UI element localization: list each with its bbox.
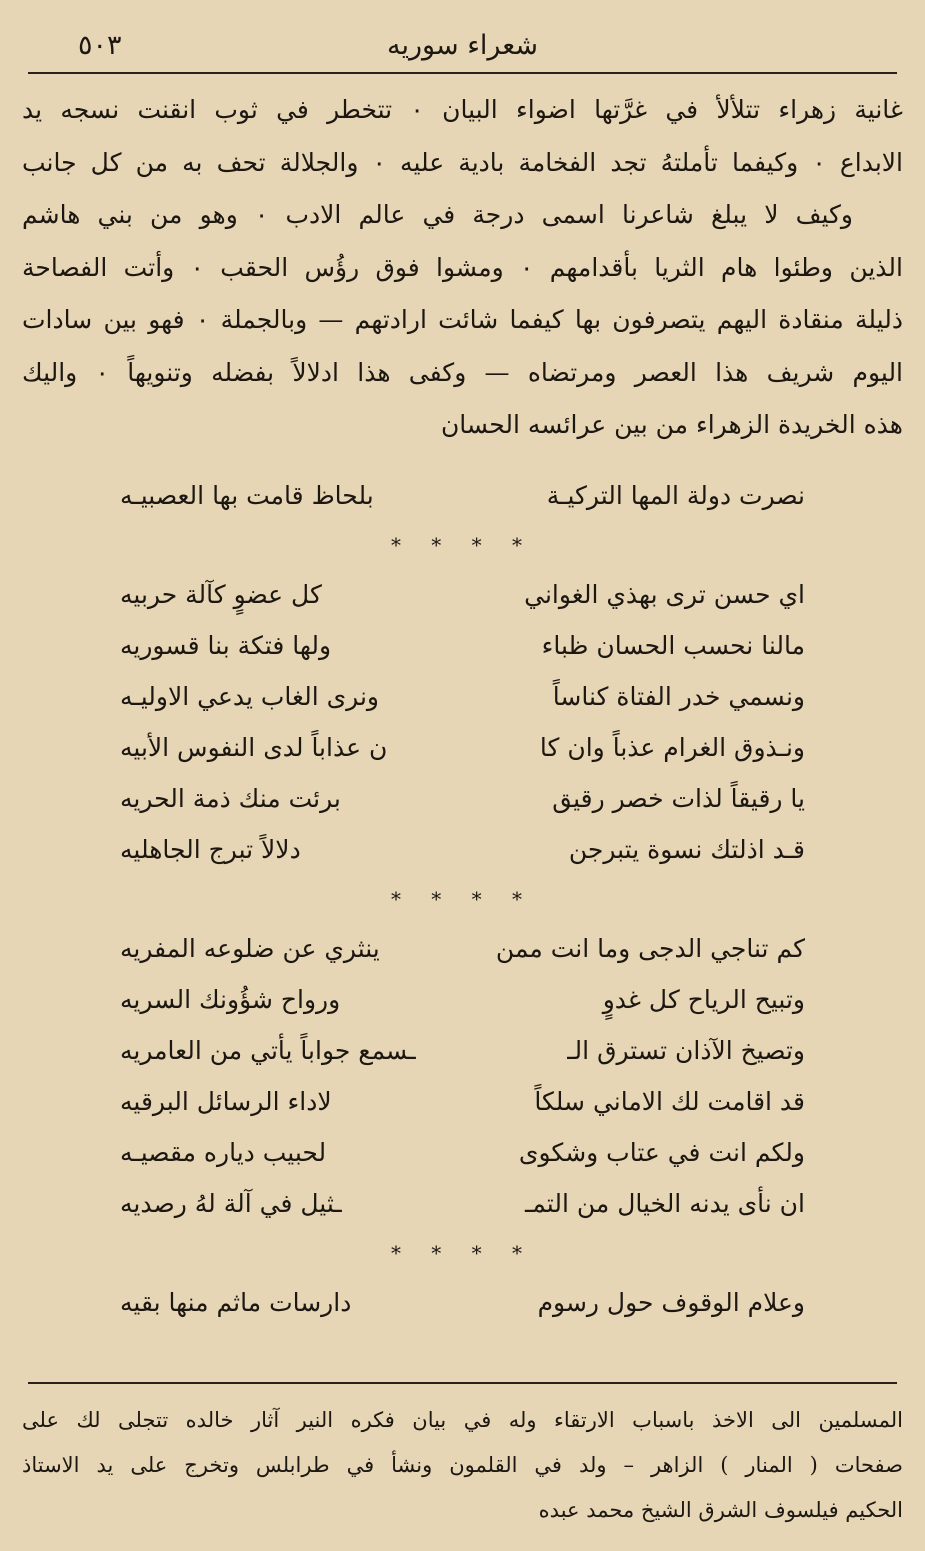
- verse-second-hemistich: كل عضوٍ كآلة حربيه: [120, 580, 322, 609]
- verse-first-hemistich: يا رقيقاً لذات خصر رقيق: [552, 784, 805, 813]
- verse-second-hemistich: ينثري عن ضلوعه المفريه: [120, 934, 380, 963]
- verse-first-hemistich: ونـذوق الغرام عذباً وان كا: [539, 733, 805, 762]
- footnote-line: المسلمين الى الاخذ باسباب الارتقاء وله في بيان فكره النير آثار خالده تتجلى لك على: [22, 1408, 903, 1432]
- verse-first-hemistich: قد اقامت لك الاماني سلكاً: [534, 1087, 805, 1116]
- verse-second-hemistich: ـثيل في آلة لهُ رصديه: [120, 1189, 342, 1218]
- verse-first-hemistich: اي حسن ترى بهذي الغواني: [524, 580, 805, 609]
- prose-paragraph: [22, 84, 903, 452]
- stanza-separator: * * * *: [390, 533, 535, 557]
- poem-verse: [120, 1127, 805, 1178]
- poem-verse: [120, 1277, 805, 1328]
- verse-second-hemistich: ونرى الغاب يدعي الاوليـه: [120, 682, 380, 711]
- page-number: ٥٠٣: [78, 30, 122, 61]
- footnote: [22, 1398, 903, 1533]
- poem-verse: [120, 923, 805, 974]
- poem-verse: [120, 824, 805, 875]
- poem-verse: [120, 974, 805, 1025]
- verse-first-hemistich: وعلام الوقوف حول رسوم: [537, 1288, 805, 1317]
- verse-first-hemistich: ان نأى يدنه الخيال من التمـ: [525, 1189, 805, 1218]
- prose-line: ذليلة منقادة اليهم يتصرفون بها كيفما شائت ارادتهم — وبالجملة ٠ فهو بين سادات: [22, 305, 903, 334]
- prose-line: الابداع ٠ وكيفما تأملتهُ تجد الفخامة بادية عليه ٠ والجلالة تحف به من كل جانب: [22, 147, 903, 177]
- prose-line: اليوم شريف هذا العصر ومرتضاه — وكفى هذا ادلالاً بفضله وتنويهاً ٠ واليك: [22, 357, 903, 387]
- prose-line: هذه الخريدة الزهراء من بين عرائسه الحسان: [440, 410, 903, 439]
- poem-verse: [120, 620, 805, 671]
- verse-first-hemistich: ونسمي خدر الفتاة كناساً: [552, 682, 805, 711]
- verse-second-hemistich: برئت منك ذمة الحريه: [120, 784, 341, 813]
- verse-second-hemistich: بلحاظ قامت بها العصبيـه: [120, 481, 374, 510]
- header-rule: [28, 72, 897, 74]
- verse-first-hemistich: وتبيح الرياح كل غدوٍ: [602, 985, 805, 1014]
- prose-line: الذين وطئوا هام الثريا بأقدامهم ٠ ومشوا فوق رؤُس الحقب ٠ وأتت الفصاحة: [22, 252, 903, 282]
- verse-second-hemistich: ـسمع جواباً يأتي من العامريه: [120, 1036, 416, 1065]
- running-title: شعراء سوريه: [387, 30, 538, 61]
- stanza-separator: * * * *: [390, 1241, 535, 1265]
- poem-verse: [120, 671, 805, 722]
- verse-first-hemistich: ولكم انت في عتاب وشكوى: [518, 1138, 805, 1167]
- verse-second-hemistich: ولها فتكة بنا قسوريه: [120, 631, 332, 660]
- poem-verse: [120, 569, 805, 620]
- prose-line: غانية زهراء تتلألأ في غرَّتها اضواء البيان ٠ تتخطر في ثوب انقنت نسجه يد: [22, 95, 903, 124]
- page-header: [28, 30, 897, 70]
- footnote-line: الحكيم فيلسوف الشرق الشيخ محمد عبده: [538, 1498, 903, 1522]
- poem: [120, 470, 805, 1328]
- verse-first-hemistich: نصرت دولة المها التركيـة: [546, 481, 805, 510]
- verse-second-hemistich: دلالاً تبرج الجاهليه: [120, 835, 301, 864]
- poem-verse: [120, 722, 805, 773]
- stanza-separator: * * * *: [390, 887, 535, 911]
- verse-second-hemistich: ورواح شؤُونك السريه: [120, 985, 341, 1014]
- verse-second-hemistich: لاداء الرسائل البرقيه: [120, 1087, 332, 1116]
- poem-verse: [120, 1076, 805, 1127]
- verse-first-hemistich: وتصيخ الآذان تسترق الـ: [567, 1036, 805, 1065]
- verse-first-hemistich: قـد اذلتك نسوة يتبرجن: [568, 835, 805, 864]
- verse-second-hemistich: دارسات ماثم منها بقيه: [120, 1288, 352, 1317]
- poem-verse: [120, 773, 805, 824]
- verse-second-hemistich: ن عذاباً لدى النفوس الأبيه: [120, 733, 388, 762]
- verse-first-hemistich: كم تناجي الدجى وما انت ممن: [495, 934, 805, 963]
- poem-verse: [120, 1178, 805, 1229]
- verse-second-hemistich: لحبيب دياره مقصيـه: [120, 1138, 327, 1167]
- poem-verse: [120, 1025, 805, 1076]
- poem-verse: [120, 470, 805, 521]
- prose-line: وكيف لا يبلغ شاعرنا اسمى درجة في عالم الادب ٠ وهو من بني هاشم: [22, 200, 853, 229]
- footnote-rule: [28, 1382, 897, 1384]
- footnote-line: صفحات ( المنار ) الزاهر – ولد في القلمون ونشأ في طرابلس وتخرج على يد الاستاذ: [22, 1453, 903, 1477]
- verse-first-hemistich: مالنا نحسب الحسان ظباء: [541, 631, 805, 660]
